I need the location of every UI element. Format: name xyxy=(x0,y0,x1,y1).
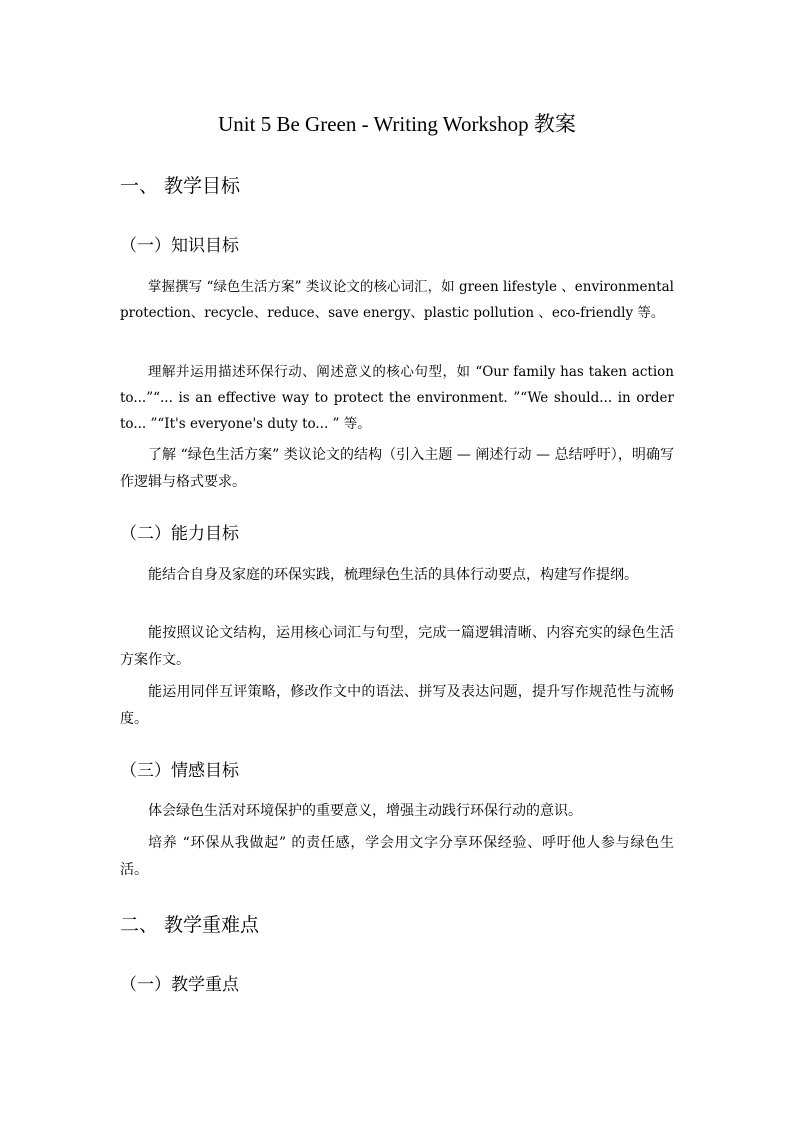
emotion-goal-paragraph-responsibility: 培养 “环保从我做起” 的责任感，学会用文字分享环保经验、呼吁他人参与绿色生活。 xyxy=(120,835,674,878)
section-heading-teaching-goals: 一、 教学目标 xyxy=(120,175,241,197)
subsection-heading-teaching-key-points: （一）教学重点 xyxy=(120,975,239,995)
section-heading-key-difficult-points: 二、 教学重难点 xyxy=(120,914,260,936)
subsection-heading-emotion-goals: （三）情感目标 xyxy=(120,761,239,781)
emotion-goal-paragraph-awareness: 体会绿色生活对环境保护的重要意义，增强主动践行环保行动的意识。 xyxy=(148,803,582,819)
knowledge-goal-paragraph-sentences: 理解并运用描述环保行动、阐述意义的核心句型，如 “Our family has taken action to...”“... is an effective way to protect the environment. ”“We should... in order to... ”“It's everyone's duty to... ” 等。 xyxy=(120,364,674,432)
ability-goal-paragraph-peer-review: 能运用同伴互评策略，修改作文中的语法、拼写及表达问题，提升写作规范性与流畅度。 xyxy=(120,684,674,727)
subsection-heading-knowledge-goals: （一）知识目标 xyxy=(120,236,239,256)
knowledge-goal-paragraph-structure: 了解 “绿色生活方案” 类议论文的结构（引入主题 — 阐述行动 — 总结呼吁），明确写作逻辑与格式要求。 xyxy=(120,447,674,490)
ability-goal-paragraph-outline: 能结合自身及家庭的环保实践，梳理绿色生活的具体行动要点，构建写作提纲。 xyxy=(148,567,638,583)
knowledge-goal-paragraph-vocabulary: 掌握撰写 “绿色生活方案” 类议论文的核心词汇，如 green lifestyle 、environmental protection、recycle、reduce、save energy、plastic pollution 、eco-friendly 等。 xyxy=(120,279,674,321)
document-title: Unit 5 Be Green - Writing Workshop 教案 xyxy=(218,112,576,136)
subsection-heading-ability-goals: （二）能力目标 xyxy=(120,524,239,544)
ability-goal-paragraph-writing: 能按照议论文结构，运用核心词汇与句型，完成一篇逻辑清晰、内容充实的绿色生活方案作文。 xyxy=(120,625,674,668)
